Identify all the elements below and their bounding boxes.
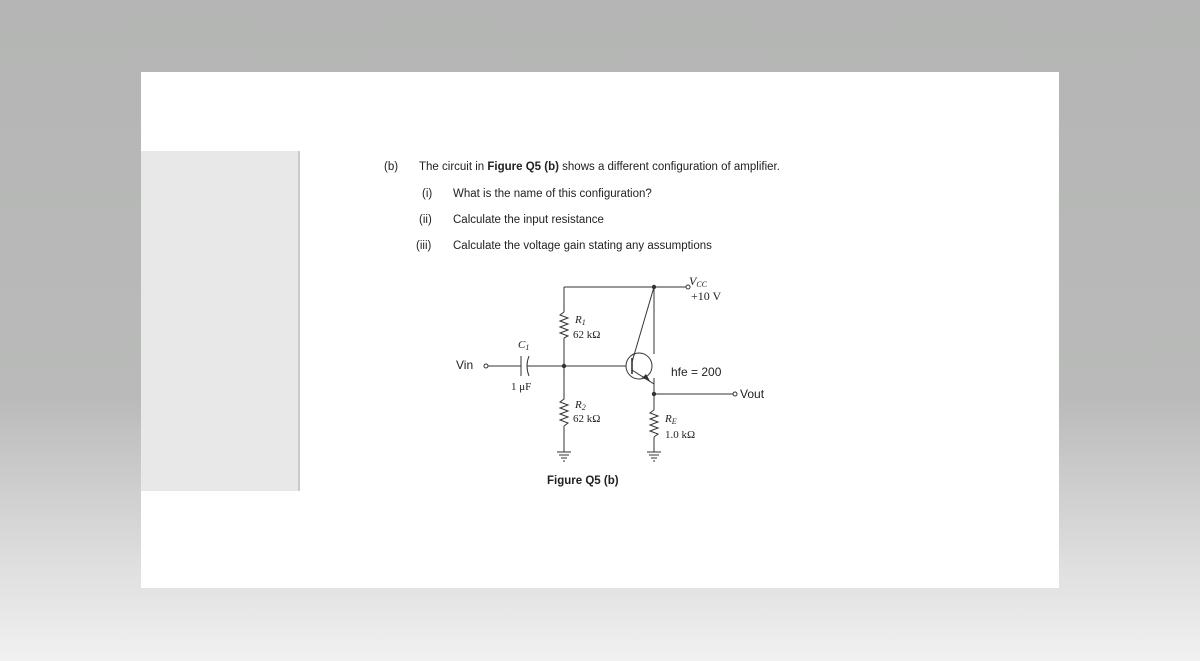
vin-terminal xyxy=(484,364,488,368)
c1-label: C1 xyxy=(518,339,530,352)
vcc-label: VCC xyxy=(689,274,708,289)
c1-value: 1 μF xyxy=(511,381,532,393)
vcc-value: +10 V xyxy=(691,289,722,303)
part-label: (b) xyxy=(384,161,399,173)
intro-figure-ref: Figure Q5 (b) xyxy=(487,161,559,173)
circuit-diagram xyxy=(141,72,1059,588)
vout-label: Vout xyxy=(740,387,765,401)
transistor-body xyxy=(626,353,652,379)
item-text-ii: Calculate the input resistance xyxy=(453,214,604,226)
figure-caption: Figure Q5 (b) xyxy=(547,475,619,487)
junction-emitter xyxy=(652,392,656,396)
junction-collector-top xyxy=(652,285,656,289)
item-label-ii: (ii) xyxy=(419,214,432,226)
re-label: RE xyxy=(665,413,677,426)
r1-value: 62 kΩ xyxy=(573,329,601,341)
r1-resistor xyxy=(560,312,568,338)
item-text-iii: Calculate the voltage gain stating any assumptions xyxy=(453,240,712,252)
r2-label: R2 xyxy=(575,399,586,412)
vout-terminal xyxy=(733,392,737,396)
intro-suffix: shows a different configuration of amplifier. xyxy=(558,161,780,173)
r2-value: 62 kΩ xyxy=(573,413,601,425)
document-page xyxy=(141,72,1059,588)
r2-resistor xyxy=(560,394,568,426)
hfe-label: hfe = 200 xyxy=(671,365,722,379)
junction-base xyxy=(562,364,566,368)
item-label-iii: (iii) xyxy=(416,240,432,252)
item-text-i: What is the name of this configuration? xyxy=(453,188,652,200)
collector-lead xyxy=(632,287,654,362)
re-value: 1.0 kΩ xyxy=(665,429,696,441)
r1-label: R1 xyxy=(575,314,586,327)
item-label-i: (i) xyxy=(422,188,433,200)
re-resistor xyxy=(650,410,658,437)
intro-prefix: The circuit in xyxy=(419,161,488,173)
vin-label: Vin xyxy=(456,358,474,372)
